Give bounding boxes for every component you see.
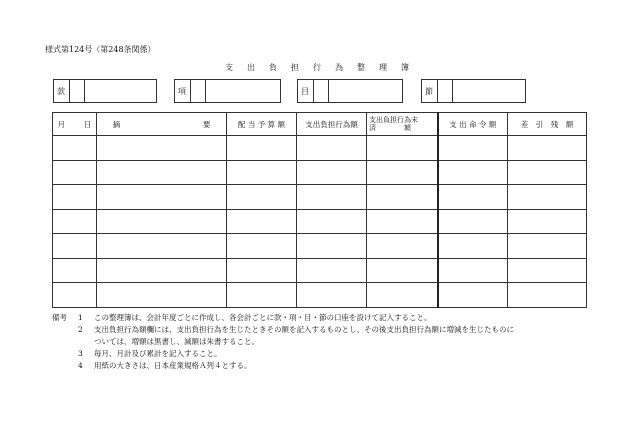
notes-heading: 備考: [52, 313, 67, 322]
cell-unsettled[interactable]: [367, 234, 438, 259]
cell-allocated-budget[interactable]: [227, 136, 297, 161]
cell-balance[interactable]: [508, 209, 587, 234]
ledger-table: [52, 112, 587, 308]
field-moku-code-cell[interactable]: [314, 80, 329, 102]
cell-allocated-budget[interactable]: [227, 160, 297, 185]
cell-date[interactable]: [53, 185, 97, 210]
header-unsettled-line2: 済 額: [369, 124, 411, 132]
cell-balance[interactable]: [508, 283, 587, 308]
note-text: この整理簿は、会計年度ごとに作成し、各会計ごとに款・項・目・節の口座を設けて記入すること。: [94, 313, 432, 322]
note-number: 2: [78, 325, 83, 334]
cell-commitment[interactable]: [297, 185, 367, 210]
cell-payment-order[interactable]: [438, 185, 508, 210]
cell-date[interactable]: [53, 136, 97, 161]
field-kou: [174, 79, 281, 103]
cell-summary[interactable]: [97, 283, 227, 308]
cell-allocated-budget[interactable]: [227, 185, 297, 210]
cell-summary[interactable]: [97, 209, 227, 234]
cell-balance[interactable]: [508, 160, 587, 185]
table-row: [53, 160, 587, 185]
note-number: 3: [78, 349, 83, 358]
field-moku: [297, 79, 403, 103]
header-unsettled: [367, 113, 438, 136]
cell-date[interactable]: [53, 283, 97, 308]
note-item: [52, 324, 612, 336]
cell-date[interactable]: [53, 258, 97, 283]
field-setsu: [421, 79, 526, 103]
cell-balance[interactable]: [508, 185, 587, 210]
cell-unsettled[interactable]: [367, 185, 438, 210]
field-setsu-code-cell[interactable]: [438, 80, 453, 102]
cell-commitment[interactable]: [297, 234, 367, 259]
field-moku-label: 目: [298, 80, 314, 102]
cell-commitment[interactable]: [297, 160, 367, 185]
header-summary: [97, 113, 227, 136]
note-item: [52, 348, 612, 360]
table-row: [53, 258, 587, 283]
cell-payment-order[interactable]: [438, 258, 508, 283]
cell-summary[interactable]: [97, 136, 227, 161]
field-kan-name-cell[interactable]: [85, 80, 156, 102]
cell-commitment[interactable]: [297, 136, 367, 161]
header-day: 日: [83, 119, 92, 129]
note-item: [52, 312, 612, 324]
cell-commitment[interactable]: [297, 209, 367, 234]
table-row: [53, 283, 587, 308]
header-allocated-budget: 配 当 予 算 額: [227, 113, 297, 136]
cell-allocated-budget[interactable]: [227, 234, 297, 259]
cell-date[interactable]: [53, 160, 97, 185]
cell-summary[interactable]: [97, 258, 227, 283]
cell-commitment[interactable]: [297, 258, 367, 283]
note-text: 支出負担行為額欄には、支出負担行為を生じたときその額を記入するものとし、その後支出負担行為額に増減を生じたものに: [94, 325, 514, 334]
cell-date[interactable]: [53, 209, 97, 234]
header-summary-b: 要: [202, 119, 211, 129]
field-kou-code-cell[interactable]: [191, 80, 206, 102]
header-month: 月: [57, 119, 66, 129]
cell-summary[interactable]: [97, 234, 227, 259]
table-row: [53, 209, 587, 234]
note-item: [52, 360, 612, 372]
field-setsu-name-cell[interactable]: [453, 80, 525, 102]
ledger-header-row: [53, 113, 587, 136]
header-unsettled-line1: 支出負担行為未: [369, 116, 418, 124]
cell-payment-order[interactable]: [438, 160, 508, 185]
cell-summary[interactable]: [97, 160, 227, 185]
table-row: [53, 136, 587, 161]
notes-section: [52, 312, 612, 372]
header-payment-order: 支 出 命 令 額: [438, 113, 508, 136]
note-text: 用紙の大きさは、日本産業規格Ａ列４とする。: [94, 361, 252, 370]
note-text: 毎月、月計及び累計を記入すること。: [94, 349, 222, 358]
field-kan: [53, 79, 157, 103]
cell-payment-order[interactable]: [438, 283, 508, 308]
cell-unsettled[interactable]: [367, 209, 438, 234]
cell-payment-order[interactable]: [438, 234, 508, 259]
cell-balance[interactable]: [508, 136, 587, 161]
cell-unsettled[interactable]: [367, 136, 438, 161]
cell-allocated-budget[interactable]: [227, 258, 297, 283]
header-balance: 差 引 残 額: [508, 113, 587, 136]
note-number: 4: [78, 361, 83, 370]
field-kou-label: 項: [175, 80, 191, 102]
cell-unsettled[interactable]: [367, 160, 438, 185]
field-kou-name-cell[interactable]: [206, 80, 280, 102]
field-moku-name-cell[interactable]: [329, 80, 402, 102]
table-row: [53, 185, 587, 210]
cell-payment-order[interactable]: [438, 136, 508, 161]
field-kan-code-cell[interactable]: [70, 80, 85, 102]
note-number: 1: [78, 313, 83, 322]
field-setsu-label: 節: [422, 80, 438, 102]
table-row: [53, 234, 587, 259]
cell-allocated-budget[interactable]: [227, 283, 297, 308]
header-summary-a: 摘: [112, 119, 121, 129]
page-title: 支出負担行為整理簿: [225, 63, 423, 72]
note-continuation: ついては、増額は黒書し、減額は朱書すること。: [94, 337, 259, 346]
cell-balance[interactable]: [508, 234, 587, 259]
header-commitment: 支出負担行為額: [297, 113, 367, 136]
cell-unsettled[interactable]: [367, 283, 438, 308]
cell-allocated-budget[interactable]: [227, 209, 297, 234]
form-number: 様式第124号（第248条関係）: [45, 45, 156, 54]
cell-payment-order[interactable]: [438, 209, 508, 234]
field-kan-label: 款: [54, 80, 70, 102]
cell-unsettled[interactable]: [367, 258, 438, 283]
header-month-day: [53, 113, 97, 136]
cell-balance[interactable]: [508, 258, 587, 283]
cell-summary[interactable]: [97, 185, 227, 210]
cell-commitment[interactable]: [297, 283, 367, 308]
cell-date[interactable]: [53, 234, 97, 259]
